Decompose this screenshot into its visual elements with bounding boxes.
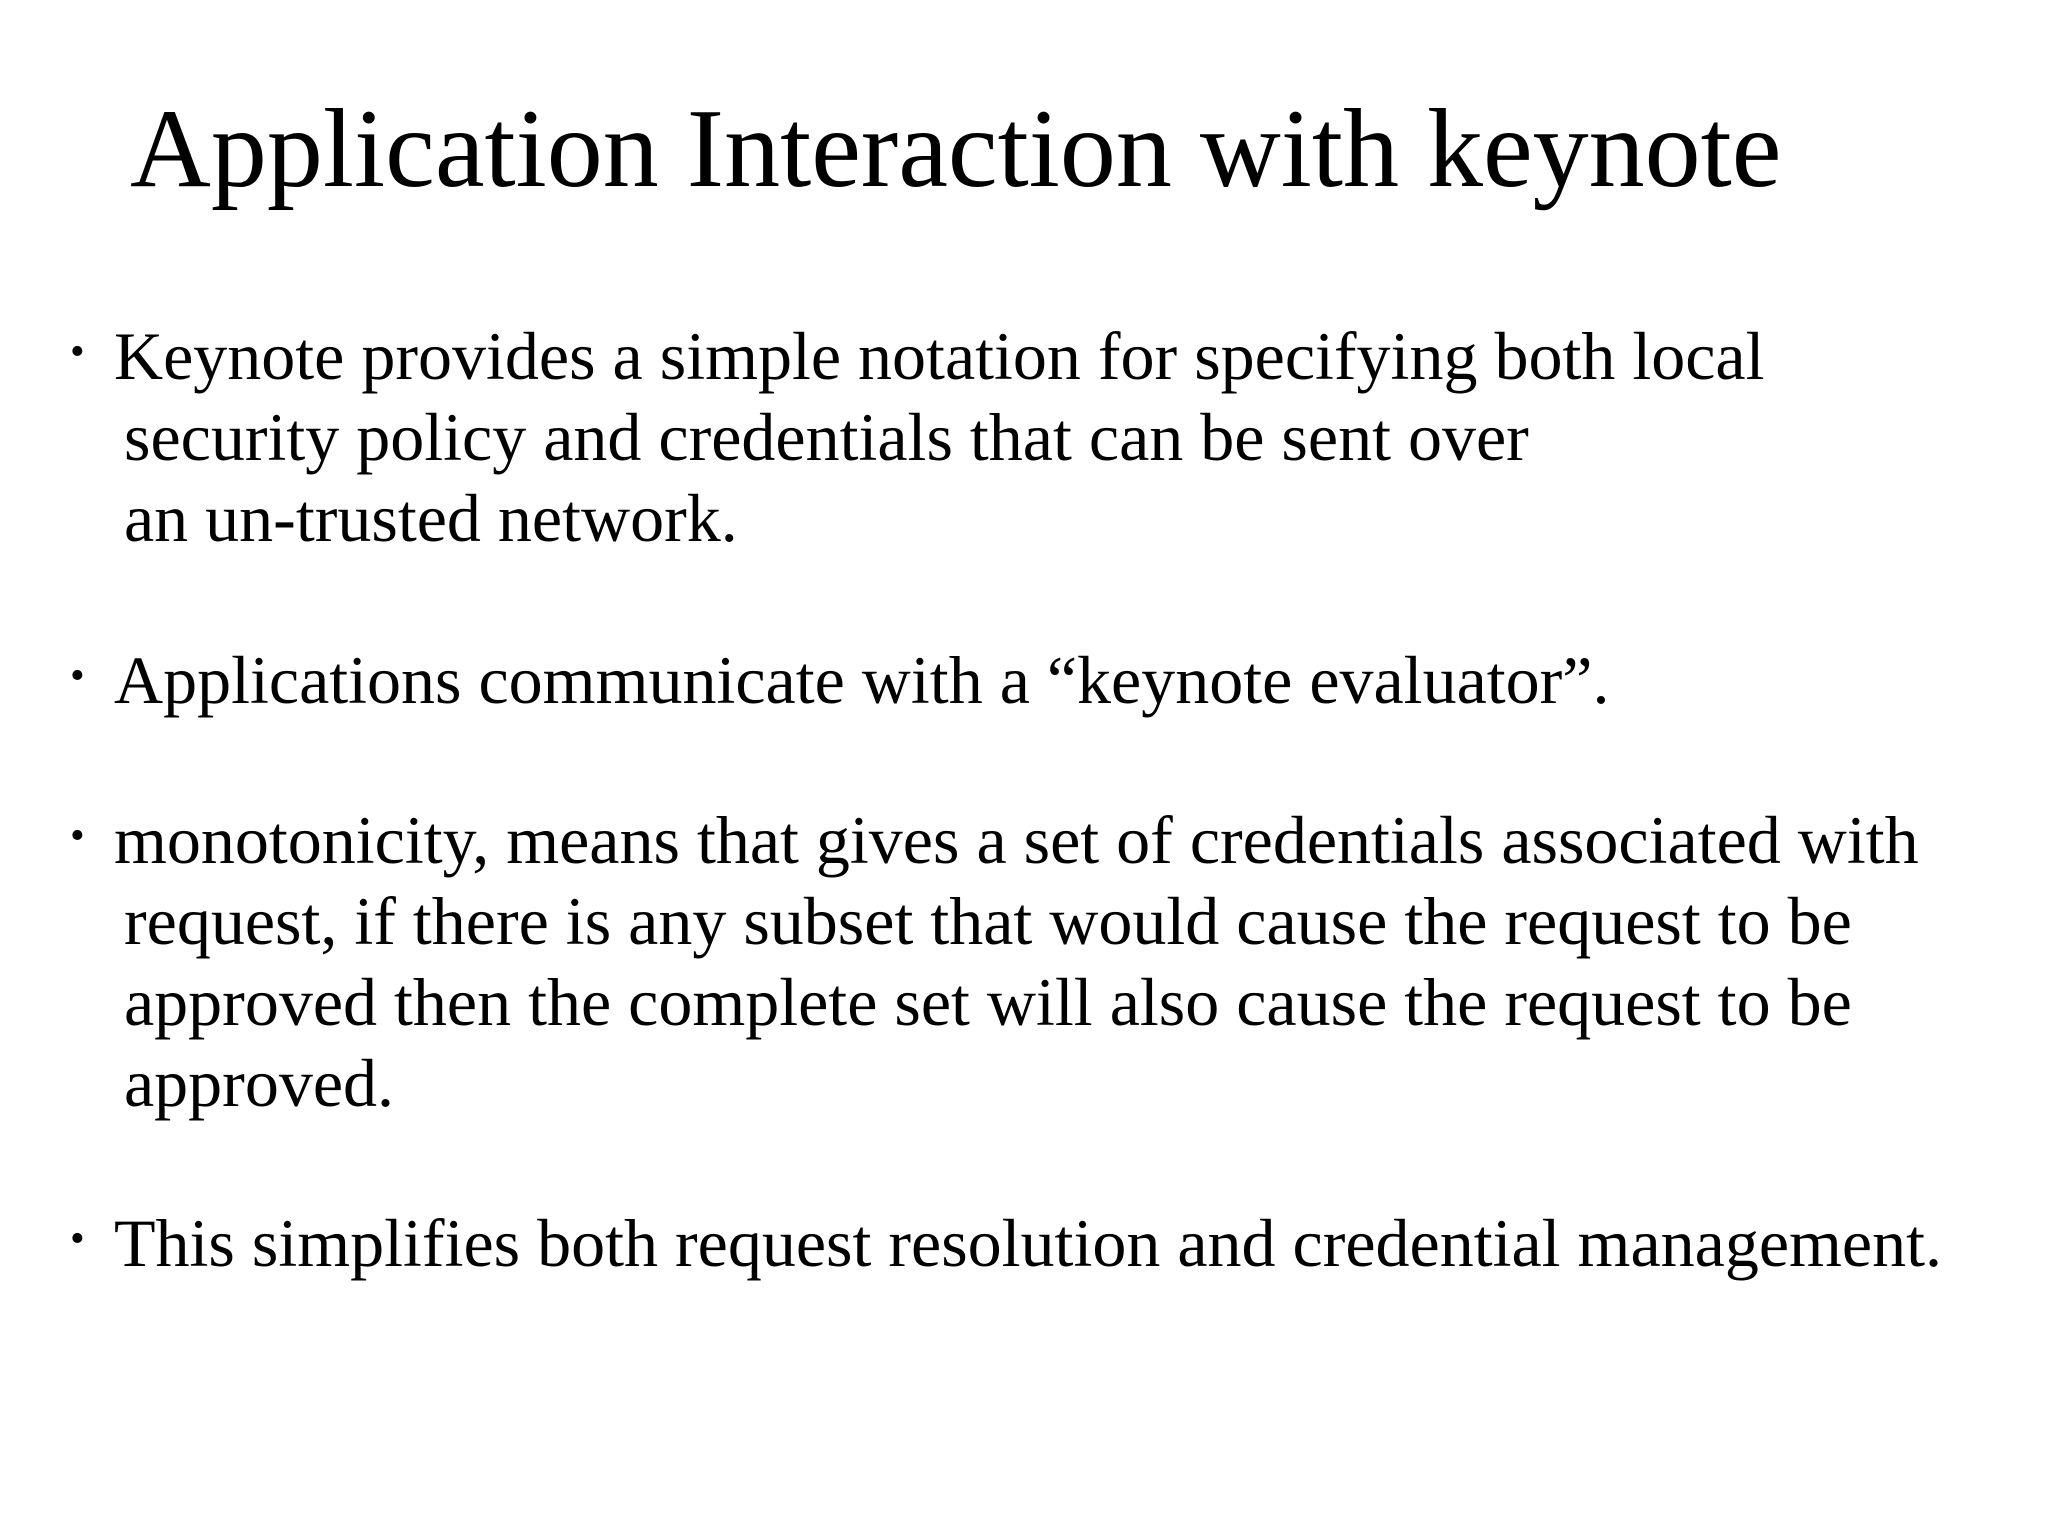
bullet-text: Keynote provides a simple notation for specifying both local	[114, 318, 1765, 394]
bullet-item-keynote-notation	[70, 312, 1765, 559]
bullet-marker: •	[70, 813, 85, 859]
bullet-line	[70, 796, 1919, 881]
bullet-text: monotonicity, means that gives a set of credentials associated with	[114, 802, 1919, 878]
bullet-line	[70, 1199, 1942, 1284]
bullet-line: security policy and credentials that can be sent over	[124, 399, 1529, 475]
bullet-text: This simplifies both request resolution and credential management.	[114, 1205, 1942, 1281]
bullet-marker: •	[70, 329, 85, 375]
bullet-marker: •	[70, 653, 85, 699]
bullet-line	[70, 636, 1609, 721]
bullet-line	[70, 312, 1765, 397]
bullet-line: approved.	[124, 1045, 395, 1121]
bullet-line: request, if there is any subset that would cause the request to be	[124, 883, 1852, 959]
bullet-item-keynote-evaluator	[70, 636, 1609, 721]
bullet-text: Applications communicate with a “keynote evaluator”.	[114, 642, 1610, 718]
bullet-line: an un-trusted network.	[124, 480, 738, 556]
slide-title: Application Interaction with keynote	[130, 87, 1782, 211]
bullet-item-simplifies	[70, 1199, 1942, 1284]
bullet-marker: •	[70, 1216, 85, 1262]
bullet-line: approved then the complete set will also cause the request to be	[124, 964, 1852, 1040]
bullet-item-monotonicity	[70, 796, 1919, 1124]
